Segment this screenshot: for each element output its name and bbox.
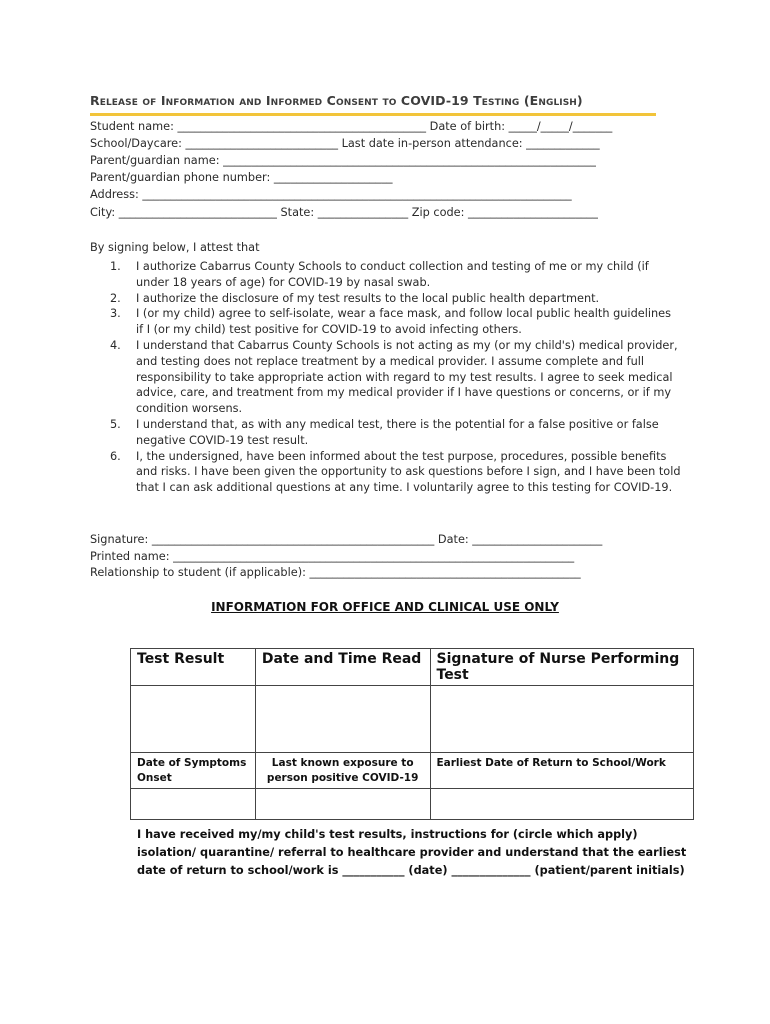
city-state-zip-field[interactable]: City: ____________________________ State: ________________ Zip code: _______________________ bbox=[90, 206, 598, 219]
symptoms-onset-header: Date of Symptoms Onset bbox=[131, 753, 256, 789]
school-attendance-field[interactable]: School/Daycare: ___________________________ Last date in-person attendance: _____________ bbox=[90, 137, 600, 150]
consent-item-text: I understand that Cabarrus County Schools is not acting as my (or my child's) medical provider, and testing does not replace treatment by a medical provider. I assume complete and full responsibility to take appropriate action with regard to my test results. I agree to seek medical advice, care, and treatment from my medical provider if I have questions or concerns, or if my condition worsens. bbox=[136, 338, 678, 416]
attestation-intro: By signing below, I attest that bbox=[90, 241, 260, 254]
student-name-dob-field[interactable]: Student name: ____________________________________________ Date of birth: _____/_____/_______ bbox=[90, 120, 613, 133]
office-use-heading: INFORMATION FOR OFFICE AND CLINICAL USE ONLY bbox=[211, 600, 559, 614]
consent-item-number: 2. bbox=[110, 291, 121, 305]
printed-name-field[interactable]: Printed name: _______________________________________________________________________ bbox=[90, 550, 575, 563]
last-exposure-header: Last known exposure to person positive COVID-19 bbox=[255, 753, 430, 789]
earliest-return-header: Earliest Date of Return to School/Work bbox=[430, 753, 694, 789]
form-title: Release of Information and Informed Consent to COVID-19 Testing (English) bbox=[90, 93, 583, 108]
nurse-signature-cell[interactable] bbox=[430, 686, 694, 753]
consent-item-text: I authorize Cabarrus County Schools to conduct collection and testing of me or my child (if under 18 years of age) for COVID-19 by nasal swab. bbox=[136, 260, 649, 289]
consent-item-text: I authorize the disclosure of my test results to the local public health department. bbox=[136, 291, 600, 305]
signature-date-field[interactable]: Signature: __________________________________________________ Date: _______________________ bbox=[90, 533, 603, 546]
title-underline bbox=[90, 113, 656, 116]
parent-name-field[interactable]: Parent/guardian name: __________________________________________________________________ bbox=[90, 154, 596, 167]
consent-item bbox=[90, 259, 681, 291]
parent-phone-field[interactable]: Parent/guardian phone number: _____________________ bbox=[90, 171, 393, 184]
consent-list bbox=[90, 259, 690, 496]
consent-item-text: I (or my child) agree to self-isolate, wear a face mask, and follow local public health guidelines if I (or my child) test positive for COVID-19 to avoid infecting others. bbox=[136, 307, 671, 337]
symptoms-onset-cell[interactable] bbox=[131, 789, 256, 820]
consent-item-number: 4. bbox=[110, 338, 121, 352]
consent-item-number: 1. bbox=[110, 260, 121, 273]
consent-item bbox=[90, 291, 681, 307]
last-exposure-cell[interactable] bbox=[255, 789, 430, 820]
consent-item-number: 6. bbox=[110, 449, 121, 463]
consent-item-text: I understand that, as with any medical test, there is the potential for a false positive or false negative COVID-19 test result. bbox=[136, 417, 659, 447]
clinical-use-table bbox=[130, 648, 694, 820]
consent-item-number: 3. bbox=[110, 307, 121, 321]
consent-item bbox=[90, 306, 681, 338]
date-time-read-cell[interactable] bbox=[255, 686, 430, 753]
relationship-field[interactable]: Relationship to student (if applicable): ________________________________________________ bbox=[90, 566, 581, 579]
results-acknowledgement: I have received my/my child's test results, instructions for (circle which apply) isolation/ quarantine/ referral to healthcare provider and understand that the earliest date of return to school/work is ___________ (date) ______________ (patient/parent initials) bbox=[137, 828, 687, 877]
nurse-signature-header: Signature of Nurse Performing Test bbox=[430, 649, 694, 686]
address-field[interactable]: Address: ____________________________________________________________________________ bbox=[90, 188, 572, 201]
consent-item bbox=[90, 417, 681, 449]
consent-item bbox=[90, 449, 681, 496]
consent-item-text: I, the undersigned, have been informed about the test purpose, procedures, possible benefits and risks. I have been given the opportunity to ask questions before I sign, and I have been told that I can ask additional questions at any time. I voluntarily agree to this testing for COVID-19. bbox=[136, 449, 681, 495]
test-result-header: Test Result bbox=[131, 649, 256, 686]
date-time-read-header: Date and Time Read bbox=[255, 649, 430, 686]
test-result-cell[interactable] bbox=[131, 686, 256, 753]
earliest-return-cell[interactable] bbox=[430, 789, 694, 820]
consent-item bbox=[90, 338, 681, 417]
consent-item-number: 5. bbox=[110, 417, 121, 431]
